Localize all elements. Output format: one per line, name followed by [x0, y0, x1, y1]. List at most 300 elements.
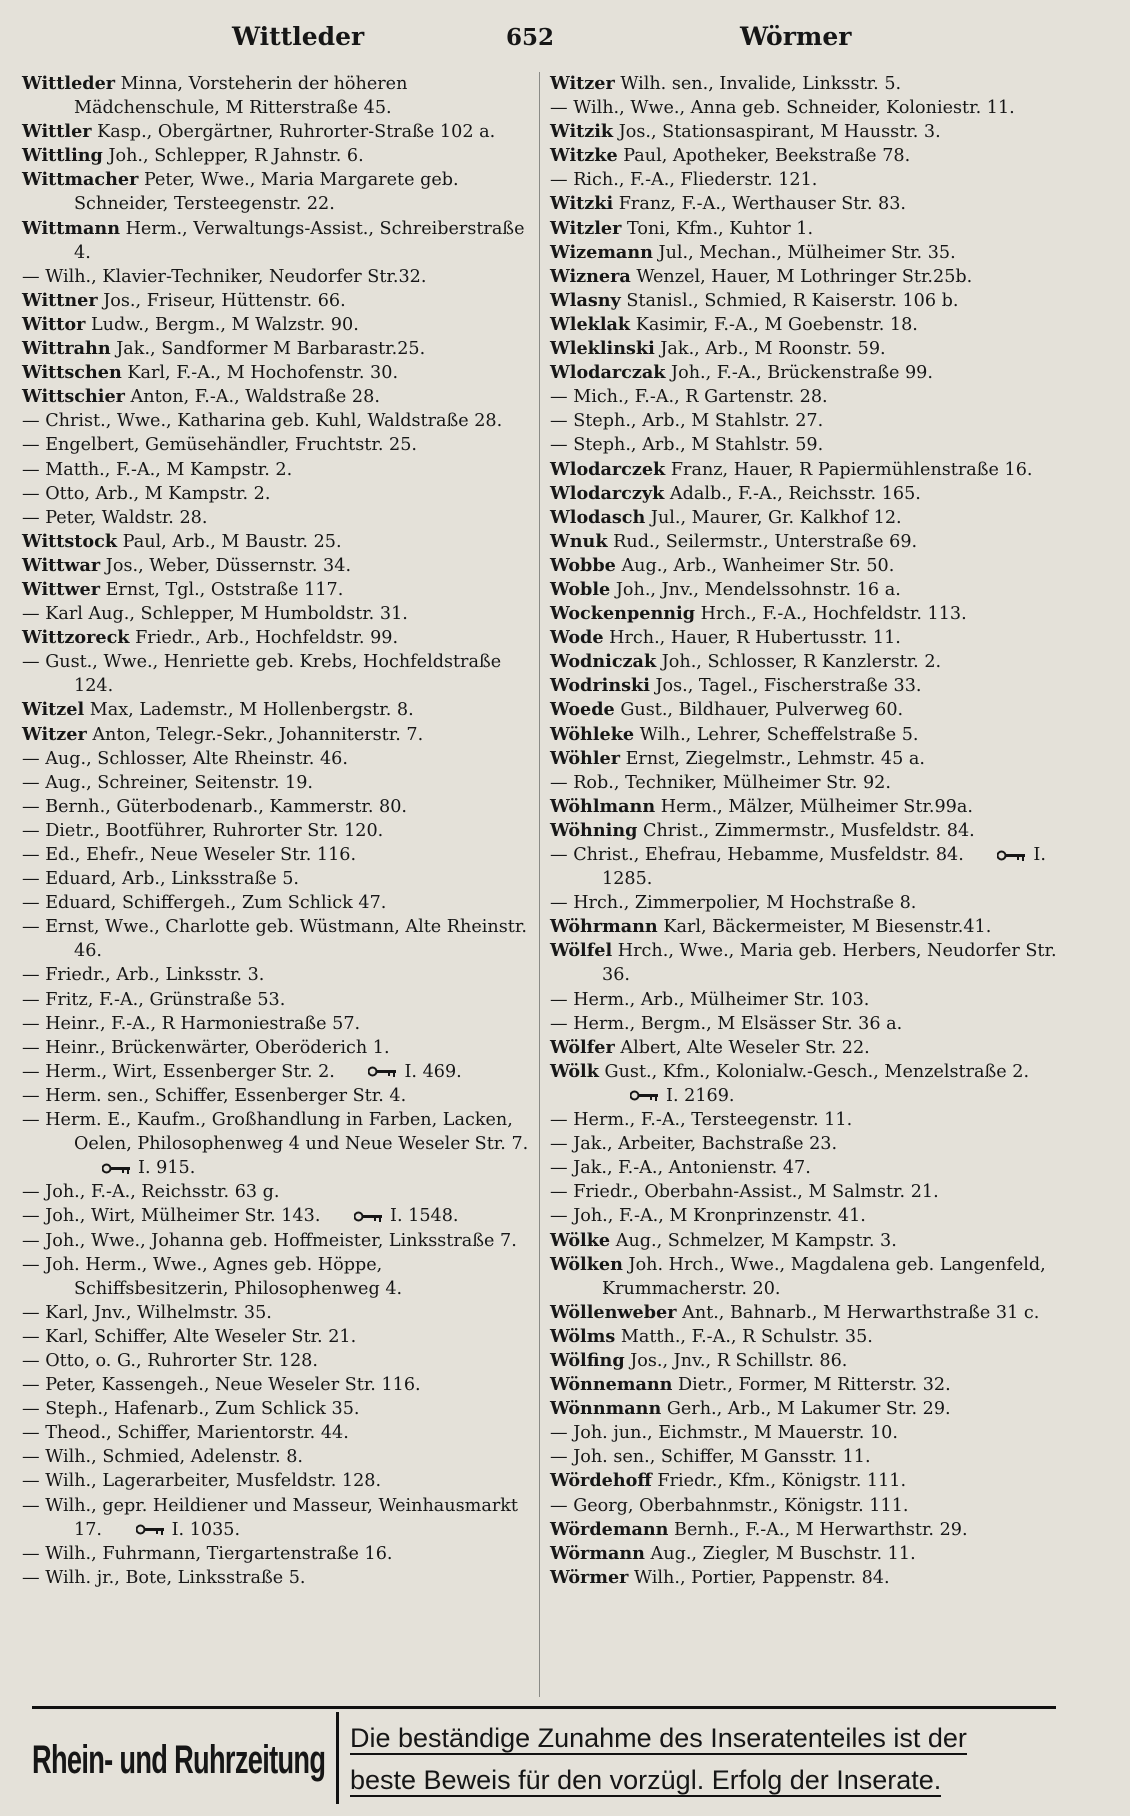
entry-surname: — [550, 1206, 568, 1227]
header-left-keyword: Wittleder [232, 22, 365, 51]
right-entry [550, 289, 1058, 313]
entry-details: Heinr., Brückenwärter, Oberöderich 1. [45, 1037, 390, 1058]
entry-details: Otto, Arb., M Kampstr. 2. [45, 483, 271, 504]
entry-details: Albert, Alte Weseler Str. 22. [620, 1037, 870, 1058]
right-entry [550, 217, 1058, 241]
entry-surname: Wöhleke [550, 723, 635, 745]
entry-details: Hrch., Zimmerpolier, M Hochstraße 8. [573, 893, 917, 914]
right-entry [550, 988, 1058, 1012]
entry-details: Stanisl., Schmied, R Kaiserstr. 106 b. [626, 290, 959, 311]
left-entry [22, 1566, 530, 1590]
right-entry [550, 1349, 1058, 1373]
telephone-key-icon [997, 850, 1027, 861]
entry-surname: Wodniczak [550, 651, 657, 673]
right-entry [550, 313, 1058, 337]
entry-surname: Wizemann [550, 241, 653, 263]
left-entry [22, 1494, 530, 1542]
entry-details: Herm., Arb., Mülheimer Str. 103. [573, 989, 870, 1010]
left-entry [22, 289, 530, 313]
left-entry [22, 578, 530, 602]
entry-surname: Wlodarczek [550, 458, 666, 480]
entry-surname: — [550, 1013, 568, 1034]
ad-newspaper-title: Rhein- und Ruhrzeitung [32, 1738, 326, 1782]
entry-surname: — [22, 1230, 40, 1251]
page-number: 652 [506, 24, 555, 51]
left-entry [22, 265, 530, 289]
entry-details: Friedr., Arb., Linksstr. 3. [45, 965, 265, 986]
left-entry [22, 843, 530, 867]
entry-surname: Wittner [22, 289, 98, 311]
entry-surname: Wiznera [550, 265, 631, 287]
entry-details: Wilh., Lehrer, Scheffelstraße 5. [639, 724, 919, 745]
entry-details: Peter, Waldstr. 28. [45, 507, 208, 528]
entry-surname: Wölke [550, 1229, 611, 1251]
entry-surname: Witzler [550, 217, 622, 239]
entry-details: Wilh., gepr. Heildiener und Masseur, Weinhausmarkt 17. [45, 1495, 518, 1540]
left-entry [22, 1445, 530, 1469]
entry-surname: Wittleder [22, 73, 116, 94]
right-entry [550, 939, 1058, 987]
entry-surname: — [22, 1447, 40, 1468]
telephone-number: I. 1285. [602, 845, 1046, 890]
entry-details: Karl, Bäckermeister, M Biesenstr.41. [663, 917, 992, 938]
left-entry [22, 337, 530, 361]
right-entry [550, 795, 1058, 819]
header-right-keyword: Wörmer [740, 22, 852, 51]
right-entry [550, 192, 1058, 216]
entry-details: Minna, Vorsteherin der höheren Mädchenschule, M Ritterstraße 45. [74, 74, 408, 119]
left-entry [22, 795, 530, 819]
right-entry [550, 409, 1058, 433]
entry-surname: — [22, 1085, 40, 1106]
entry-surname: — [22, 917, 40, 938]
right-entry [550, 1253, 1058, 1301]
entry-surname: — [22, 989, 40, 1010]
right-entry [550, 1132, 1058, 1156]
right-entry [550, 96, 1058, 120]
entry-surname: — [22, 652, 40, 673]
entry-surname: Witzer [22, 723, 87, 745]
entry-surname: — [22, 507, 40, 528]
entry-details: Heinr., F.-A., R Harmoniestraße 57. [45, 1013, 361, 1034]
entry-details: Ed., Ehefr., Neue Weseler Str. 116. [45, 845, 357, 865]
right-entry [550, 578, 1058, 602]
entry-details: Herm., F.-A., Tersteegenstr. 11. [573, 1110, 853, 1131]
entry-details: Rob., Techniker, Mülheimer Str. 92. [573, 772, 891, 793]
ad-slogan [350, 1718, 1056, 1802]
entry-details: Joh., Wirt, Mülheimer Str. 143. [45, 1206, 321, 1227]
entry-surname: — [550, 772, 568, 793]
entry-details: Karl, Schiffer, Alte Weseler Str. 21. [45, 1326, 357, 1347]
entry-surname: Wölk [550, 1060, 599, 1082]
entry-details: Engelbert, Gemüsehändler, Fruchtstr. 25. [45, 435, 417, 456]
entry-surname: Wlodarczak [550, 362, 666, 384]
entry-details: Herm. E., Kaufm., Großhandlung in Farben, Lacken, Oelen, Philosophenweg 4 und Neue Weseler Str. 7. [45, 1110, 529, 1155]
advertisement-banner [32, 1712, 1056, 1804]
entry-surname: Wockenpennig [550, 603, 696, 625]
right-entry [550, 1542, 1058, 1566]
left-entry [22, 361, 530, 385]
entry-details: Matth., F.-A., M Kampstr. 2. [45, 459, 293, 480]
right-entry [550, 241, 1058, 265]
entry-details: Joh. Herm., Wwe., Agnes geb. Höppe, Schiffsbesitzerin, Philosophenweg 4. [45, 1254, 403, 1299]
left-entry [22, 482, 530, 506]
entry-details: Wilh., Fuhrmann, Tiergartenstraße 16. [45, 1543, 393, 1564]
entry-details: Friedr., Arb., Hochfeldstr. 99. [135, 628, 399, 649]
entry-details: Rich., F.-A., Fliederstr. 121. [573, 170, 818, 191]
right-entry [550, 506, 1058, 530]
entry-details: Karl, F.-A., M Hochofenstr. 30. [127, 363, 399, 384]
ad-slogan-line-2: beste Beweis für den vorzügl. Erfolg der Inserate. [350, 1765, 942, 1795]
left-entry [22, 1469, 530, 1493]
entry-surname: — [22, 1254, 40, 1275]
entry-details: Jos., Stationsaspirant, M Hausstr. 3. [618, 122, 941, 143]
left-entry [22, 1301, 530, 1325]
right-entry [550, 1566, 1058, 1590]
right-entry [550, 626, 1058, 650]
entry-surname: — [550, 989, 568, 1010]
entry-surname: Witzer [550, 73, 615, 94]
right-entry [550, 843, 1058, 891]
right-entry [550, 1421, 1058, 1445]
entry-details: Jak., F.-A., Antonienstr. 47. [573, 1158, 811, 1179]
entry-details: Wenzel, Hauer, M Lothringer Str.25b. [636, 266, 973, 287]
entry-surname: — [22, 1375, 40, 1396]
entry-details: Joh. jun., Eichmstr., M Mauerstr. 10. [573, 1423, 898, 1444]
right-entry [550, 650, 1058, 674]
entry-details: Bernh., Güterbodenarb., Kammerstr. 80. [45, 796, 408, 817]
left-entry [22, 1253, 530, 1301]
entry-surname: Witzke [550, 145, 618, 167]
left-entry [22, 1204, 530, 1228]
left-entry [22, 819, 530, 843]
entry-details: Wilh., Portier, Pappenstr. 84. [634, 1567, 890, 1588]
entry-details: Ant., Bahnarb., M Herwarthstraße 31 c. [682, 1302, 1040, 1323]
entry-surname: — [22, 820, 40, 841]
entry-details: Aug., Arb., Wanheimer Str. 50. [621, 555, 895, 576]
right-entry [550, 168, 1058, 192]
entry-surname: Wittmann [22, 217, 120, 239]
left-entry [22, 1373, 530, 1397]
right-entry [550, 602, 1058, 626]
entry-details: Theod., Schiffer, Marientorstr. 44. [45, 1423, 349, 1444]
right-column [550, 72, 1058, 1590]
left-entry [22, 530, 530, 554]
entry-details: Wilh. jr., Bote, Linksstraße 5. [45, 1567, 306, 1588]
ad-slogan-line-1: Die beständige Zunahme des Inseratenteiles ist der [350, 1723, 967, 1753]
right-entry [550, 1060, 1058, 1108]
entry-details: Aug., Schreiner, Seitenstr. 19. [45, 772, 314, 793]
entry-details: Ernst, Tgl., Oststraße 117. [105, 579, 344, 600]
entry-details: Gust., Wwe., Henriette geb. Krebs, Hochfeldstraße 124. [45, 652, 502, 697]
entry-surname: — [550, 1495, 568, 1516]
left-entry [22, 554, 530, 578]
entry-surname: — [22, 772, 40, 793]
entry-details: Hrch., Wwe., Maria geb. Herbers, Neudorfer Str. 36. [602, 941, 1057, 986]
right-entry [550, 747, 1058, 771]
entry-surname: — [22, 1326, 40, 1347]
entry-surname: — [22, 893, 40, 914]
entry-details: Jos., Tagel., Fischerstraße 33. [655, 676, 922, 697]
right-entry [550, 1325, 1058, 1349]
left-entry [22, 1108, 530, 1180]
entry-surname: — [550, 411, 568, 432]
entry-surname: — [22, 1206, 40, 1227]
entry-details: Wilh., Schmied, Adelenstr. 8. [45, 1447, 304, 1468]
entry-surname: — [550, 1182, 568, 1203]
telephone-number: I. 1035. [171, 1519, 241, 1540]
right-entry [550, 144, 1058, 168]
right-entry [550, 265, 1058, 289]
entry-surname: Wittler [22, 121, 92, 143]
entry-details: Christ., Zimmermstr., Musfeldstr. 84. [643, 820, 975, 841]
entry-details: Christ., Wwe., Katharina geb. Kuhl, Waldstraße 28. [45, 411, 503, 432]
entry-surname: Wördemann [550, 1518, 669, 1540]
left-entry [22, 1060, 530, 1084]
left-entry [22, 1084, 530, 1108]
entry-surname: Wöllenweber [550, 1301, 677, 1323]
entry-details: Joh., Wwe., Johanna geb. Hoffmeister, Linksstraße 7. [45, 1230, 517, 1251]
entry-surname: — [22, 435, 40, 456]
entry-details: Joh. sen., Schiffer, M Gansstr. 11. [573, 1447, 871, 1468]
entry-details: Gerh., Arb., M Lakumer Str. 29. [666, 1399, 951, 1420]
left-entry [22, 409, 530, 433]
left-entry [22, 1421, 530, 1445]
entry-details: Dietr., Former, M Ritterstr. 32. [678, 1375, 951, 1396]
entry-details: Mich., F.-A., R Gartenstr. 28. [573, 387, 828, 408]
telephone-key-icon [102, 1163, 132, 1174]
entry-details: Matth., F.-A., R Schulstr. 35. [620, 1326, 873, 1347]
entry-surname: — [22, 1423, 40, 1444]
entry-surname: — [550, 435, 568, 456]
entry-details: Joh., Schlepper, R Jahnstr. 6. [108, 146, 364, 167]
entry-surname: — [22, 483, 40, 504]
entry-surname: Wodrinski [550, 675, 650, 697]
entry-surname: — [550, 845, 568, 865]
entry-details: Ernst, Ziegelmstr., Lehmstr. 45 a. [625, 748, 925, 769]
right-entry [550, 1518, 1058, 1542]
entry-surname: Wölken [550, 1253, 623, 1275]
entry-surname: — [22, 1110, 40, 1131]
entry-details: Aug., Schlosser, Alte Rheinstr. 46. [45, 748, 348, 769]
entry-surname: — [22, 1013, 40, 1034]
entry-surname: Wöhrmann [550, 916, 658, 938]
right-entry [550, 554, 1058, 578]
entry-details: Jak., Arb., M Roonstr. 59. [660, 339, 886, 360]
entry-details: Friedr., Kfm., Königstr. 111. [657, 1471, 907, 1492]
telephone-key-icon [630, 1090, 660, 1101]
entry-surname: Wittmacher [22, 169, 139, 191]
right-entry [550, 1204, 1058, 1228]
entry-details: Ludw., Bergm., M Walzstr. 90. [91, 314, 359, 335]
entry-surname: — [22, 845, 40, 865]
right-entry [550, 1180, 1058, 1204]
entry-details: Jos., Jnv., R Schillstr. 86. [630, 1350, 848, 1371]
right-entry [550, 891, 1058, 915]
left-entry [22, 915, 530, 963]
entry-surname: — [550, 387, 568, 408]
left-entry [22, 506, 530, 530]
entry-surname: — [550, 1134, 568, 1155]
entry-details: Christ., Ehefrau, Hebamme, Musfeldstr. 84. [573, 845, 964, 865]
left-entry [22, 650, 530, 698]
entry-details: Wilh., Wwe., Anna geb. Schneider, Koloniestr. 11. [573, 98, 1015, 119]
entry-surname: — [22, 266, 40, 287]
left-entry [22, 1180, 530, 1204]
entry-surname: Wölfer [550, 1036, 615, 1058]
entry-surname: Wode [550, 627, 604, 649]
left-entry [22, 433, 530, 457]
entry-surname: — [22, 1302, 40, 1323]
telephone-number: I. 915. [138, 1158, 196, 1179]
telephone-key-icon [354, 1211, 384, 1222]
right-entry [550, 723, 1058, 747]
right-entry [550, 771, 1058, 795]
entry-surname: — [550, 1447, 568, 1468]
entry-details: Georg, Oberbahnmstr., Königstr. 111. [573, 1495, 909, 1516]
entry-surname: Wönnmann [550, 1398, 662, 1420]
entry-details: Peter, Wwe., Maria Margarete geb. Schneider, Tersteegenstr. 22. [74, 170, 459, 215]
right-entry [550, 1469, 1058, 1493]
entry-surname: Wittwar [22, 554, 101, 576]
entry-details: Joh., F.-A., M Kronprinzenstr. 41. [573, 1206, 866, 1227]
entry-surname: — [22, 604, 40, 625]
entry-surname: Witzik [550, 121, 614, 143]
entry-surname: — [22, 869, 40, 890]
entry-surname: Wittling [22, 145, 103, 167]
telephone-key-icon [136, 1524, 166, 1535]
entry-details: Gust., Bildhauer, Pulverweg 60. [620, 700, 904, 721]
entry-details: Aug., Schmelzer, M Kampstr. 3. [615, 1230, 897, 1251]
left-entry [22, 626, 530, 650]
entry-details: Herm., Mälzer, Mülheimer Str.99a. [660, 796, 973, 817]
entry-details: Fritz, F.-A., Grünstraße 53. [45, 989, 286, 1010]
entry-surname: — [22, 1399, 40, 1420]
left-entry [22, 1036, 530, 1060]
left-entry [22, 988, 530, 1012]
right-entry [550, 482, 1058, 506]
entry-surname: — [550, 1158, 568, 1179]
entry-details: Franz, Hauer, R Papiermühlenstraße 16. [670, 459, 1033, 480]
entry-details: Karl Aug., Schlepper, M Humboldstr. 31. [45, 604, 408, 625]
entry-details: Anton, Telegr.-Sekr., Johanniterstr. 7. [92, 724, 424, 745]
entry-surname: Wittstock [22, 530, 118, 552]
right-entry [550, 361, 1058, 385]
entry-details: Jak., Arbeiter, Bachstraße 23. [573, 1134, 838, 1155]
entry-surname: — [22, 748, 40, 769]
entry-details: Eduard, Schiffergeh., Zum Schlick 47. [45, 893, 387, 914]
left-entry [22, 1012, 530, 1036]
right-entry [550, 698, 1058, 722]
entry-surname: — [550, 98, 568, 119]
entry-surname: Wlodarczyk [550, 482, 665, 504]
entry-surname: Wölfing [550, 1349, 625, 1371]
left-entry [22, 867, 530, 891]
entry-details: Jos., Weber, Düssernstr. 34. [105, 555, 352, 576]
right-entry [550, 1108, 1058, 1132]
entry-details: Herm., Verwaltungs-Assist., Schreiberstraße 4. [74, 218, 525, 263]
right-entry [550, 1494, 1058, 1518]
entry-details: Eduard, Arb., Linksstraße 5. [45, 869, 299, 890]
entry-surname: — [550, 1110, 568, 1131]
entry-surname: Woede [550, 699, 615, 721]
left-entry [22, 458, 530, 482]
right-entry [550, 1156, 1058, 1180]
right-entry [550, 433, 1058, 457]
left-entry [22, 120, 530, 144]
entry-details: Jak., Sandformer M Barbarastr.25. [116, 339, 426, 360]
entry-surname: — [22, 1061, 40, 1082]
entry-surname: — [22, 1350, 40, 1371]
right-entry [550, 1373, 1058, 1397]
entry-surname: — [550, 893, 568, 914]
entry-details: Wilh., Lagerarbeiter, Musfeldstr. 128. [45, 1471, 382, 1492]
entry-details: Toni, Kfm., Kuhtor 1. [627, 218, 814, 239]
entry-surname: — [22, 1567, 40, 1588]
column-divider [539, 72, 540, 1697]
entry-surname: Witzel [22, 699, 85, 721]
right-entry [550, 385, 1058, 409]
entry-surname: Wittschier [22, 386, 125, 408]
entry-details: Joh., F.-A., Reichsstr. 63 g. [45, 1182, 280, 1203]
entry-details: Paul, Apotheker, Beekstraße 78. [623, 146, 911, 167]
entry-details: Max, Lademstr., M Hollenbergstr. 8. [89, 700, 414, 721]
entry-details: Dietr., Bootführer, Ruhrorter Str. 120. [45, 820, 384, 841]
left-entry [22, 1349, 530, 1373]
left-entry [22, 602, 530, 626]
entry-surname: Wölfel [550, 940, 613, 962]
left-entry [22, 1229, 530, 1253]
right-entry [550, 1229, 1058, 1253]
entry-details: Herm. sen., Schiffer, Essenberger Str. 4. [45, 1085, 407, 1106]
telephone-number: I. 2169. [666, 1085, 735, 1106]
entry-surname: Wobbe [550, 554, 616, 576]
entry-details: Joh., Schlosser, R Kanzlerstr. 2. [661, 652, 942, 673]
entry-details: Joh. Hrch., Wwe., Magdalena geb. Langenfeld, Krummacherstr. 20. [602, 1254, 1046, 1299]
entry-details: Jul., Maurer, Gr. Kalkhof 12. [650, 507, 902, 528]
left-entry [22, 698, 530, 722]
entry-surname: Wlasny [550, 289, 621, 311]
footer-rule [32, 1706, 1056, 1709]
entry-details: Hrch., Hauer, R Hubertusstr. 11. [609, 628, 901, 649]
right-entry [550, 72, 1058, 96]
page-header [0, 22, 1130, 56]
left-entry [22, 891, 530, 915]
left-entry [22, 1542, 530, 1566]
entry-surname: Wnuk [550, 530, 608, 552]
left-entry [22, 963, 530, 987]
entry-details: Otto, o. G., Ruhrorter Str. 128. [45, 1350, 318, 1371]
left-entry [22, 1325, 530, 1349]
telephone-key-icon [368, 1066, 398, 1077]
entry-details: Jul., Mechan., Mülheimer Str. 35. [658, 242, 956, 263]
entry-surname: — [22, 1495, 40, 1516]
left-entry [22, 385, 530, 409]
entry-details: Herm., Bergm., M Elsässer Str. 36 a. [573, 1013, 903, 1034]
entry-surname: Wlodasch [550, 506, 646, 528]
right-entry [550, 458, 1058, 482]
entry-details: Karl, Jnv., Wilhelmstr. 35. [45, 1302, 272, 1323]
left-entry [22, 144, 530, 168]
ad-divider [336, 1712, 339, 1804]
entry-surname: — [22, 1037, 40, 1058]
entry-details: Kasimir, F.-A., M Goebenstr. 18. [635, 314, 918, 335]
telephone-number: I. 1548. [390, 1206, 459, 1227]
right-entry [550, 530, 1058, 554]
entry-surname: — [22, 411, 40, 432]
left-entry [22, 747, 530, 771]
entry-surname: — [22, 965, 40, 986]
